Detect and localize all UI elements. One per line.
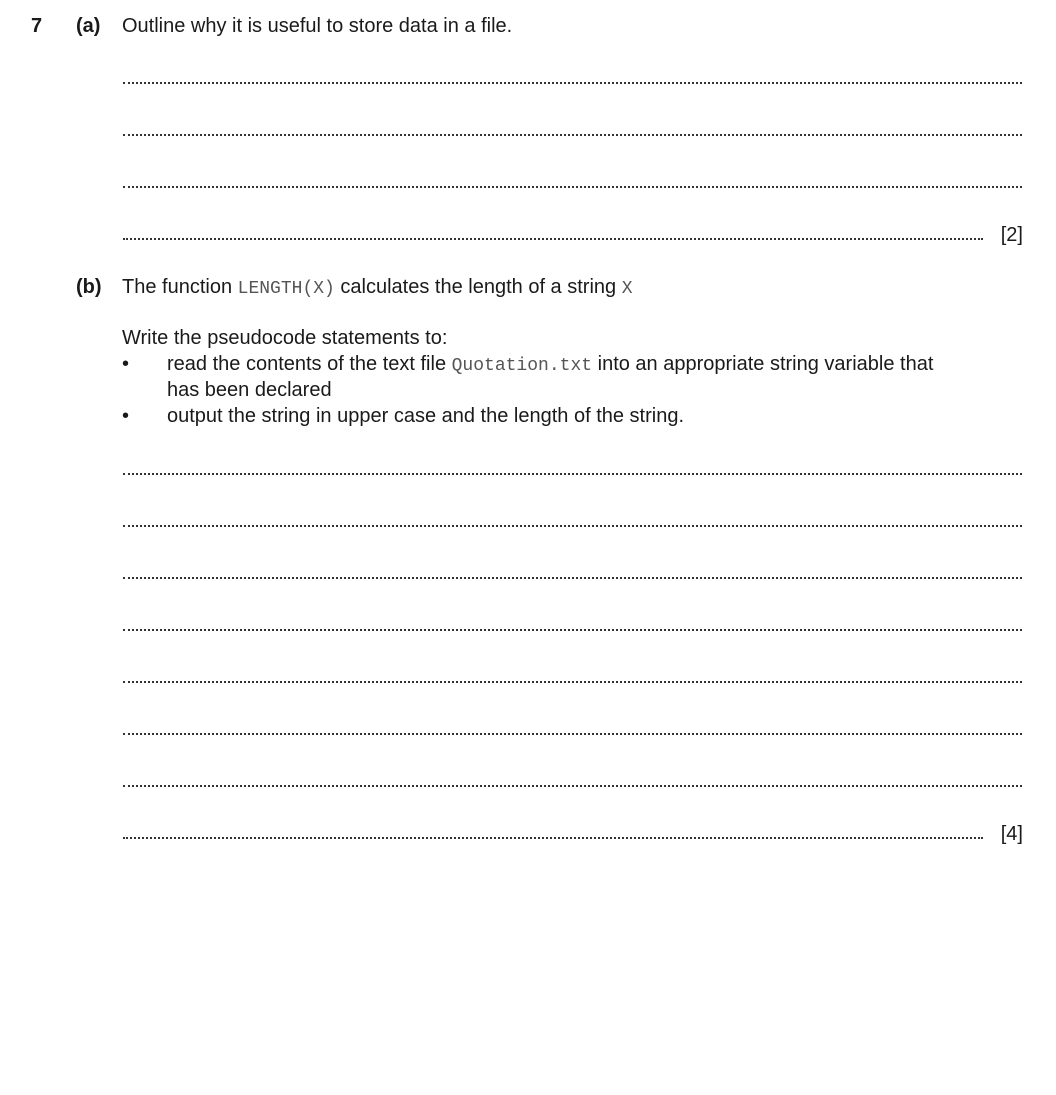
bullet-text: into an appropriate string variable that	[597, 353, 934, 375]
bullet-text: read the contents of the text file	[167, 353, 447, 375]
answer-line[interactable]	[123, 835, 983, 839]
marks-a: [2]	[1000, 224, 1023, 246]
answer-line[interactable]	[123, 731, 1022, 735]
answer-line[interactable]	[123, 679, 1022, 683]
bullet-dot: •	[122, 405, 130, 427]
code-filename: Quotation.txt	[451, 356, 593, 376]
answer-line[interactable]	[123, 80, 1022, 84]
bullet-item: output the string in upper case and the length of the string.	[167, 405, 685, 427]
answer-line[interactable]	[123, 132, 1022, 136]
code-length-function: LENGTH(X)	[237, 279, 335, 299]
marks-b: [4]	[1000, 823, 1023, 845]
prompt-text: The function	[122, 276, 233, 298]
code-variable: X	[621, 279, 633, 299]
answer-line[interactable]	[123, 575, 1022, 579]
part-b-prompt	[122, 274, 633, 302]
question-number: 7	[31, 15, 43, 37]
part-a-label: (a)	[76, 15, 101, 37]
answer-line[interactable]	[123, 236, 983, 240]
part-a-prompt: Outline why it is useful to store data in a file.	[122, 15, 513, 37]
part-b-label: (b)	[76, 276, 102, 298]
prompt-text: calculates the length of a string	[340, 276, 617, 298]
answer-line[interactable]	[123, 783, 1022, 787]
answer-line[interactable]	[123, 184, 1022, 188]
instruction: Write the pseudocode statements to:	[122, 327, 448, 349]
bullet-continuation: has been declared	[167, 379, 332, 401]
answer-line[interactable]	[123, 523, 1022, 527]
answer-line[interactable]	[123, 627, 1022, 631]
bullet-dot: •	[122, 353, 130, 375]
answer-line[interactable]	[123, 471, 1022, 475]
bullet-item	[167, 351, 1027, 379]
